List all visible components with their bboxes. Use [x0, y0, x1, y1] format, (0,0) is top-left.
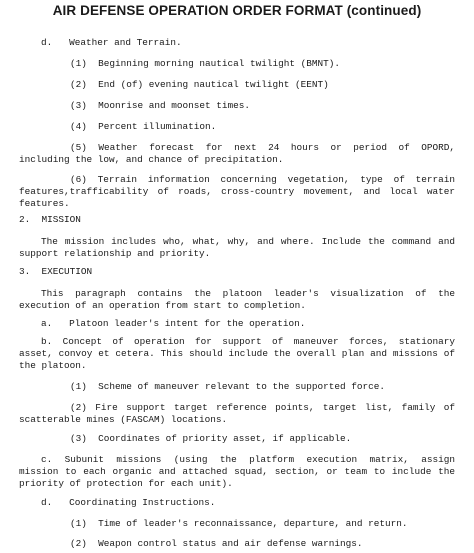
- weather-item-3: (3) Moonrise and moonset times.: [70, 100, 251, 111]
- weather-item-5-line-1: (5) Weather forecast for next 24 hours or period of OPORD,: [70, 142, 455, 153]
- weather-item-6-line-3: features.: [19, 198, 70, 209]
- execution-item-a: a. Platoon leader's intent for the operation.: [41, 318, 306, 329]
- execution-d-item-1: (1) Time of leader's reconnaissance, departure, and return.: [70, 518, 408, 529]
- weather-item-6-line-1: (6) Terrain information concerning vegetation, type of terrain: [70, 174, 455, 185]
- weather-terrain-heading: d. Weather and Terrain.: [41, 37, 182, 48]
- execution-b-item-2-line-1: (2) Fire support target reference points, target list, family of: [70, 402, 455, 413]
- execution-item-b-line-1: b. Concept of operation for support of maneuver forces, stationary: [41, 336, 455, 347]
- mission-line-2: support relationship and priority.: [19, 248, 211, 259]
- mission-line-1: The mission includes who, what, why, and where. Include the command and: [41, 236, 455, 247]
- weather-item-6-line-2: features,trafficability of roads, cross-country movement, and local water: [19, 186, 455, 197]
- weather-item-1: (1) Beginning morning nautical twilight (BMNT).: [70, 58, 341, 69]
- weather-item-4: (4) Percent illumination.: [70, 121, 217, 132]
- execution-item-c-line-3: priority of protection for each unit).: [19, 478, 233, 489]
- execution-d-item-2: (2) Weapon control status and air defense warnings.: [70, 538, 363, 549]
- execution-paragraph-line-2: execution of an operation from start to completion.: [19, 300, 306, 311]
- weather-item-2: (2) End (of) evening nautical twilight (EENT): [70, 79, 329, 90]
- execution-item-b-line-2: asset, convoy et cetera. This should include the overall plan and missions of: [19, 348, 455, 359]
- execution-item-d: d. Coordinating Instructions.: [41, 497, 216, 508]
- mission-heading: 2. MISSION: [19, 214, 81, 225]
- execution-item-c-line-1: c. Subunit missions (using the platform execution matrix, assign: [41, 454, 455, 465]
- execution-b-item-1: (1) Scheme of maneuver relevant to the supported force.: [70, 381, 386, 392]
- weather-item-5-line-2: including the low, and chance of precipitation.: [19, 154, 284, 165]
- execution-paragraph-line-1: This paragraph contains the platoon leader's visualization of the: [41, 288, 455, 299]
- page-title: AIR DEFENSE OPERATION ORDER FORMAT (continued): [52, 3, 422, 18]
- execution-item-c-line-2: mission to each organic and attached squad, section, or team to include the: [19, 466, 455, 477]
- execution-item-b-line-3: the platoon.: [19, 360, 87, 371]
- execution-b-item-2-line-2: scatterable mines (FASCAM) locations.: [19, 414, 228, 425]
- execution-b-item-3: (3) Coordinates of priority asset, if applicable.: [70, 433, 352, 444]
- execution-heading: 3. EXECUTION: [19, 266, 93, 277]
